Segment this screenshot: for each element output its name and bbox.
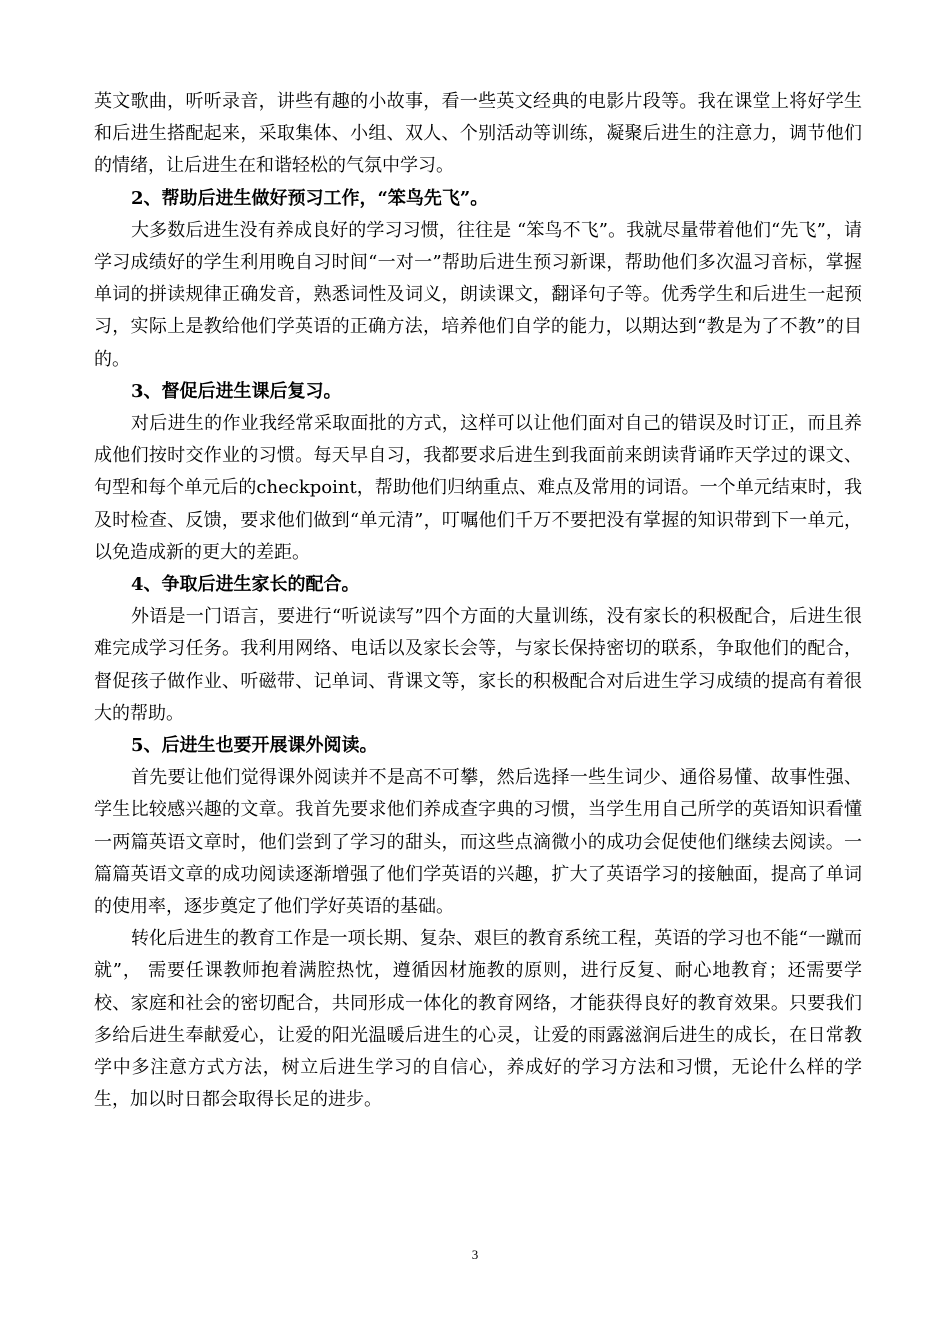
- paragraph-conclusion: 转化后进生的教育工作是一项长期、复杂、艰巨的教育系统工程，英语的学习也不能“一蹴而就”， 需要任课教师抱着满腔热忱，遵循因材施教的原则，进行反复、耐心地教育；还需要学校、家庭和社会的密切配合，共同形成一体化的教育网络，才能获得良好的教育效果。只要我们多给后进生奉献爱心，让爱的阳光温暖后进生的心灵，让爱的雨露滋润后进生的成长，在日常教学中多注意方式方法，树立后进生学习的自信心，养成好的学习方法和习惯，无论什么样的学生，加以时日都会取得长足的进步。: [94, 928, 862, 1111]
- section-heading-5: 5、后进生也要开展课外阅读。: [131, 735, 378, 757]
- section-heading-4: 4、争取后进生家长的配合。: [131, 574, 360, 596]
- paragraph-review: 对后进生的作业我经常采取面批的方式，这样可以让他们面对自己的错误及时订正，而且养成他们按时交作业的习惯。每天早自习，我都要求后进生到我面前来朗读背诵昨天学过的课文、句型和每个单元后的checkpoint，帮助他们归纳重点、难点及常用的词语。一个单元结束时，我及时检查、反馈，要求他们做到“单元清”，叮嘱他们千万不要把没有掌握的知识带到下一单元，以免造成新的更大的差距。: [94, 413, 862, 563]
- document-body: [94, 86, 862, 1117]
- paragraph-continued: 英文歌曲，听听录音，讲些有趣的小故事，看一些英文经典的电影片段等。我在课堂上将好学生和后进生搭配起来，采取集体、小组、双人、个别活动等训练，凝聚后进生的注意力，调节他们的情绪，让后进生在和谐轻松的气氛中学习。: [94, 91, 862, 177]
- paragraph-preview: 大多数后进生没有养成良好的学习习惯，往往是 “笨鸟不飞”。我就尽量带着他们“先飞”，请学习成绩好的学生利用晚自习时间“一对一”帮助后进生预习新课，帮助他们多次温习音标，掌握单词的拼读规律正确发音，熟悉词性及词义，朗读课文，翻译句子等。优秀学生和后进生一起预习，实际上是教给他们学英语的正确方法，培养他们自学的能力，以期达到“教是为了不教”的目的。: [94, 219, 862, 370]
- section-heading-2: 2、帮助后进生做好预习工作，“笨鸟先飞”。: [131, 187, 489, 209]
- paragraph-parents: 外语是一门语言，要进行“听说读写”四个方面的大量训练，没有家长的积极配合，后进生很难完成学习任务。我利用网络、电话以及家长会等，与家长保持密切的联系，争取他们的配合，督促孩子做作业、听磁带、记单词、背课文等，家长的积极配合对后进生学习成绩的提高有着很大的帮助。: [94, 606, 862, 724]
- page-number: 3: [471, 1247, 479, 1262]
- section-heading-3: 3、督促后进生课后复习。: [131, 380, 342, 402]
- paragraph-reading: 首先要让他们觉得课外阅读并不是高不可攀，然后选择一些生词少、通俗易懂、故事性强、学生比较感兴趣的文章。我首先要求他们养成查字典的习惯，当学生用自己所学的英语知识看懂一两篇英语文章时，他们尝到了学习的甜头，而这些点滴微小的成功会促使他们继续去阅读。一篇篇英语文章的成功阅读逐渐增强了他们学英语的兴趣，扩大了英语学习的接触面，提高了单词的使用率，逐步奠定了他们学好英语的基础。: [94, 767, 862, 918]
